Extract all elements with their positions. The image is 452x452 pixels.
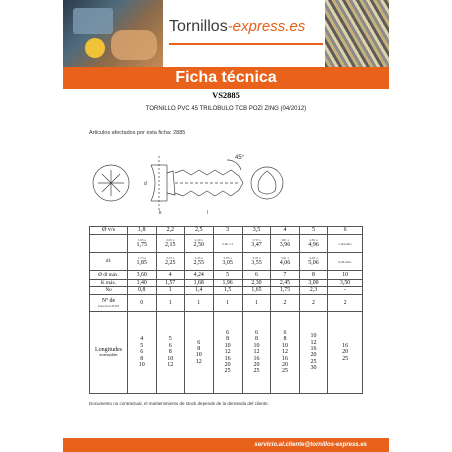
column-header-cell: 6 xyxy=(328,227,363,235)
row-label-head-diameter: Ø dl máx. xyxy=(90,271,128,280)
table-cell-row_d1 xyxy=(242,235,271,253)
length-value: 10 xyxy=(195,352,202,359)
length-value: 6 xyxy=(140,349,144,356)
table-cell-lengths xyxy=(328,311,363,393)
datasheet-banner: Ficha técnica xyxy=(63,67,389,89)
column-header-cell: 2,5 xyxy=(185,227,214,235)
row-label-diameter: Ø v/s xyxy=(90,227,128,235)
length-value: 12 xyxy=(224,349,231,356)
cell-range-from: 6,06 máx. xyxy=(338,259,352,264)
brand-logo xyxy=(169,18,323,40)
table-cell-pozi: 2 xyxy=(328,294,363,311)
table-cell-r: 1 xyxy=(156,287,185,294)
length-value: 10 xyxy=(224,342,231,349)
length-value: 20 xyxy=(342,349,349,356)
table-row-k xyxy=(90,280,363,287)
length-value: 8 xyxy=(226,336,230,343)
cell-range-from: 4,81 a xyxy=(309,238,318,243)
column-header-cell: 4 xyxy=(271,227,300,235)
table-cell-pozi: 2 xyxy=(299,294,328,311)
header-photo-screws xyxy=(325,0,389,67)
table-cell-pozi: 0 xyxy=(128,294,157,311)
table-cell-k: 3,50 xyxy=(328,280,363,287)
length-value: 10 xyxy=(253,342,260,349)
length-value: 6 xyxy=(283,329,287,336)
brand-name-dark: Tornillos xyxy=(169,18,228,35)
table-cell-r: 0,8 xyxy=(128,287,157,294)
length-value: 10 xyxy=(138,361,145,368)
table-cell-k: 2,45 xyxy=(271,280,300,287)
length-value: 25 xyxy=(224,368,231,375)
table-cell-row_d1 xyxy=(271,235,300,253)
table-cell-lengths xyxy=(185,311,214,393)
table-cell-r: 1,65 xyxy=(242,287,271,294)
row-label-d1: d1 xyxy=(90,253,128,271)
table-cell-k: 1,40 xyxy=(128,280,157,287)
lengths-sublabel: aconsejables xyxy=(99,353,118,358)
length-value: 8 xyxy=(254,336,258,343)
length-value: 10 xyxy=(167,355,174,362)
row-label-d1-min xyxy=(90,235,128,253)
cell-range-to: 2,25 xyxy=(165,260,176,267)
table-row-d1-min xyxy=(90,235,363,253)
length-value: 4 xyxy=(140,336,144,343)
column-header-cell: 5 xyxy=(299,227,328,235)
table-cell-lengths xyxy=(299,311,328,393)
length-value: 6 xyxy=(254,329,258,336)
length-value: 10 xyxy=(281,342,288,349)
header-photo-workshop xyxy=(63,0,163,67)
table-cell-r: 2,3 xyxy=(299,287,328,294)
table-cell-r: - xyxy=(328,287,363,294)
table-cell-k: 1,96 xyxy=(213,280,242,287)
table-cell-row_d2 xyxy=(299,253,328,271)
table-cell-row_d1 xyxy=(299,235,328,253)
cell-range-from: 2,40 a xyxy=(194,238,203,243)
cell-range-from: 2,45 a xyxy=(194,256,203,261)
length-value: 12 xyxy=(167,361,174,368)
dimension-l-label: l xyxy=(207,210,209,216)
cell-range-from: 1,65 a xyxy=(137,238,146,243)
length-value: 8 xyxy=(168,349,172,356)
cell-range-from: 3,91 a xyxy=(280,256,290,261)
cell-range-to: 5,06 xyxy=(308,260,319,267)
cell-range-from: 2,90 a 3 xyxy=(222,241,234,246)
length-value: 5 xyxy=(168,336,172,343)
length-value: 8 xyxy=(283,336,287,343)
length-value: 12 xyxy=(253,349,260,356)
pozi-sublabel: Inserción POZI xyxy=(98,304,119,309)
table-cell-row_d2 xyxy=(242,253,271,271)
table-cell-lengths xyxy=(213,311,242,393)
lengths-label: Longitudes xyxy=(95,347,122,353)
cell-range-to: 3,55 xyxy=(251,260,262,267)
row-label-k: K máx. xyxy=(90,280,128,287)
cell-range-to: 3,96 xyxy=(279,242,291,249)
length-value: 30 xyxy=(310,365,317,372)
table-cell-k: 2,30 xyxy=(242,280,271,287)
table-cell-row_d2 xyxy=(185,253,214,271)
table-cell-r: 1,4 xyxy=(185,287,214,294)
trilobular-section-view xyxy=(251,167,283,199)
row-label-pozi xyxy=(90,294,128,311)
column-header-cell: 3 xyxy=(213,227,242,235)
length-value: 20 xyxy=(224,361,231,368)
table-cell-row_d1 xyxy=(185,235,214,253)
cell-range-from: 2,95 a xyxy=(223,256,232,261)
table-row-lengths xyxy=(90,311,363,393)
table-cell-row_d1 xyxy=(128,235,157,253)
length-value: 6 xyxy=(168,342,172,349)
length-value: 25 xyxy=(342,355,349,362)
table-row-pozi xyxy=(90,294,363,311)
length-value: 5 xyxy=(140,342,144,349)
table-row-head-diameter xyxy=(90,271,363,280)
table-cell-row_d2 xyxy=(156,253,185,271)
table-cell-head-diameter: 10 xyxy=(328,271,363,280)
screw-side-view xyxy=(151,156,243,210)
column-header-cell: 3,5 xyxy=(242,227,271,235)
specification-table xyxy=(89,226,363,394)
table-cell-pozi: 1 xyxy=(242,294,271,311)
length-value: 16 xyxy=(253,355,260,362)
length-value: 20 xyxy=(310,352,317,359)
length-value: 6 xyxy=(197,339,201,346)
cell-range-to: 3,47 xyxy=(251,242,262,249)
length-value: 20 xyxy=(253,361,260,368)
row-label-lengths xyxy=(90,311,128,393)
table-cell-pozi: 1 xyxy=(185,294,214,311)
row-label-r: No xyxy=(90,287,128,294)
dimension-k-label: k xyxy=(159,210,162,216)
cell-range-from: 1,75 a xyxy=(137,256,146,261)
cell-range-from: a máximo xyxy=(338,241,352,246)
table-cell-head-diameter: 5 xyxy=(213,271,242,280)
reference-code: VS2885 xyxy=(212,90,240,100)
table-cell-head-diameter: 8 xyxy=(299,271,328,280)
length-value: 6 xyxy=(226,329,230,336)
pozi-head-top-view xyxy=(93,165,129,201)
length-value: 16 xyxy=(310,345,317,352)
length-value: 8 xyxy=(140,355,144,362)
angle-label: 45° xyxy=(235,155,245,161)
cell-range-from: 2,15 a xyxy=(166,256,175,261)
page-header xyxy=(63,0,389,67)
column-header-cell: 2,2 xyxy=(156,227,185,235)
table-cell-row_d2 xyxy=(328,253,363,271)
table-row-d1 xyxy=(90,253,363,271)
table-cell-lengths xyxy=(271,311,300,393)
table-cell-row_d1 xyxy=(156,235,185,253)
cell-range-to: 1,85 xyxy=(136,260,147,267)
table-cell-row_d1 xyxy=(328,235,363,253)
cell-range-from: 2,05 a xyxy=(166,238,175,243)
product-title: TORNILLO PVC 45 TRILOBULO TCB POZI ZING (04/2012) xyxy=(145,106,307,112)
cell-range-to: 1,75 xyxy=(136,242,147,249)
table-cell-row_d1 xyxy=(213,235,242,253)
table-cell-head-diameter: 7 xyxy=(271,271,300,280)
disclaimer-text: Documento no contractual, el mantenimiento de stock depende de la demanda del cliente. xyxy=(89,401,269,406)
footer-bar xyxy=(63,438,389,452)
pozi-label: Nº de xyxy=(101,297,116,304)
table-cell-lengths xyxy=(128,311,157,393)
length-value: 12 xyxy=(195,358,202,365)
table-cell-k: 3,00 xyxy=(299,280,328,287)
table-row-r xyxy=(90,287,363,294)
length-value: 25 xyxy=(281,368,288,375)
table-row-diameter xyxy=(90,227,363,235)
cell-range-to: 2,55 xyxy=(193,260,204,267)
length-value: 25 xyxy=(310,358,317,365)
table-cell-k: 1,57 xyxy=(156,280,185,287)
table-cell-row_d2 xyxy=(271,253,300,271)
table-cell-pozi: 1 xyxy=(213,294,242,311)
table-cell-head-diameter: 6 xyxy=(242,271,271,280)
cell-range-from: 3,81 a xyxy=(280,238,290,243)
affected-articles: Articulos afectados por esta ficha: 2885 xyxy=(89,130,186,136)
table-cell-head-diameter: 3,60 xyxy=(128,271,157,280)
cell-range-to: 4,96 xyxy=(308,242,319,249)
length-value: 8 xyxy=(197,345,201,352)
length-value: 10 xyxy=(310,333,317,340)
length-value: 12 xyxy=(310,339,317,346)
cell-range-to: 2,15 xyxy=(165,242,176,249)
brand-underline xyxy=(169,43,323,45)
dimension-d-label: d xyxy=(144,181,147,187)
table-cell-row_d2 xyxy=(213,253,242,271)
screw-technical-drawing xyxy=(89,148,369,218)
length-value: 16 xyxy=(342,342,349,349)
table-cell-head-diameter: 4 xyxy=(156,271,185,280)
table-cell-lengths xyxy=(156,311,185,393)
brand-name-accent: -express.es xyxy=(227,18,306,35)
length-value: 16 xyxy=(281,355,288,362)
cell-range-to: 3,05 xyxy=(222,260,233,267)
table-cell-r: 1,5 xyxy=(213,287,242,294)
cell-range-from: 3,37 a xyxy=(252,238,261,243)
footer-email-link[interactable]: servicio.al.cliente@tornillos-express.es xyxy=(254,442,367,448)
length-value: 20 xyxy=(281,361,288,368)
cell-range-from: 4,91 a xyxy=(309,256,318,261)
table-cell-r: 1,75 xyxy=(271,287,300,294)
cell-range-to: 2,50 xyxy=(193,242,204,249)
length-value: 12 xyxy=(281,349,288,356)
length-value: 25 xyxy=(253,368,260,375)
column-header-cell: 1,8 xyxy=(128,227,157,235)
table-cell-lengths xyxy=(242,311,271,393)
cell-range-from: 3,45 a xyxy=(252,256,261,261)
table-cell-head-diameter: 4,24 xyxy=(185,271,214,280)
cell-range-to: 4,06 xyxy=(279,260,291,267)
table-cell-pozi: 1 xyxy=(156,294,185,311)
table-cell-pozi: 2 xyxy=(271,294,300,311)
length-value: 16 xyxy=(224,355,231,362)
table-cell-k: 1,68 xyxy=(185,280,214,287)
table-cell-row_d2 xyxy=(128,253,157,271)
